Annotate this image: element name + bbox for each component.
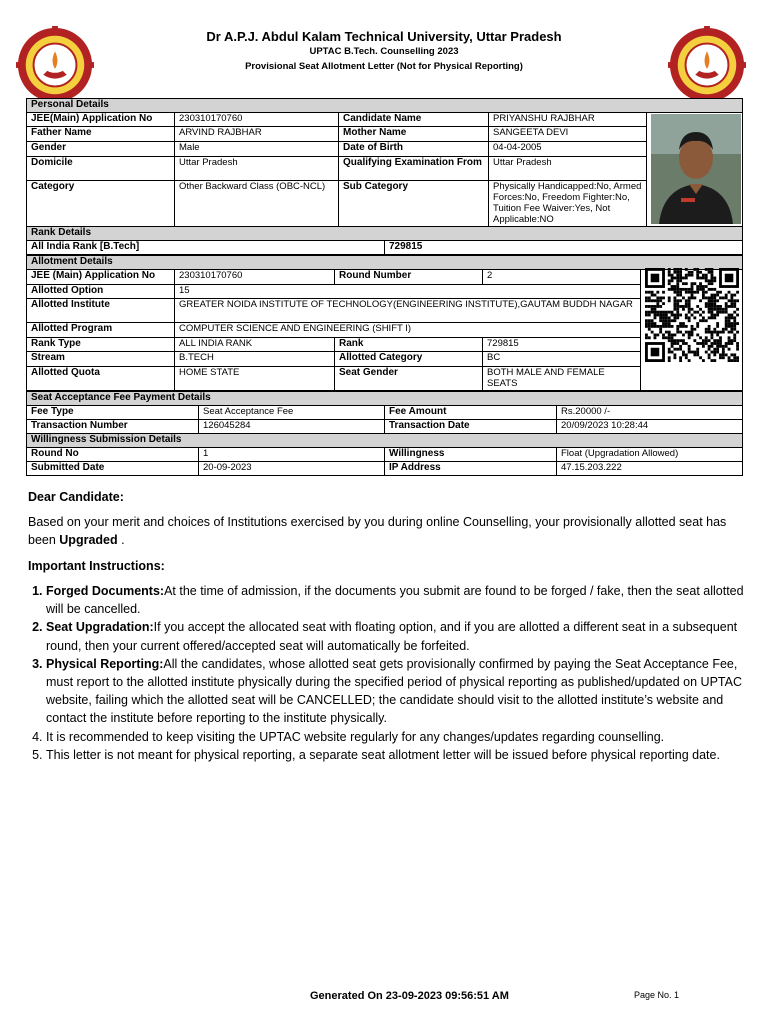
letter-title: Provisional Seat Allotment Letter (Not for Physical Reporting) bbox=[245, 61, 523, 72]
instruction-text: At the time of admission, if the documents you submit are found to be forged / fake, then the seat allotted will be cancelled. bbox=[46, 584, 744, 617]
label-submitted-date: Submitted Date bbox=[27, 462, 199, 476]
value-round-number: 2 bbox=[483, 270, 641, 285]
instruction-item bbox=[46, 618, 760, 654]
value-allotted-option: 15 bbox=[175, 285, 641, 299]
value-category: Other Backward Class (OBC-NCL) bbox=[175, 181, 339, 227]
value-allotted-program: COMPUTER SCIENCE AND ENGINEERING (SHIFT I) bbox=[175, 323, 641, 338]
qr-code bbox=[643, 268, 741, 362]
value-willingness: Float (Upgradation Allowed) bbox=[557, 448, 743, 462]
allotment-paragraph bbox=[28, 513, 742, 549]
paragraph-end: . bbox=[117, 533, 125, 547]
instruction-item bbox=[46, 746, 760, 764]
section-allotment: Allotment Details bbox=[27, 256, 743, 270]
label-seat-gender: Seat Gender bbox=[335, 367, 483, 391]
value-domicile: Uttar Pradesh bbox=[175, 157, 339, 181]
instructions-list bbox=[28, 582, 760, 764]
label-fee-type: Fee Type bbox=[27, 406, 199, 420]
instruction-item bbox=[46, 728, 760, 746]
label-qualifying: Qualifying Examination From bbox=[339, 157, 489, 181]
value-round-no: 1 bbox=[199, 448, 385, 462]
value-allot-jee: 230310170760 bbox=[175, 270, 335, 285]
label-ip-address: IP Address bbox=[385, 462, 557, 476]
section-willingness: Willingness Submission Details bbox=[27, 434, 743, 448]
instruction-title: Physical Reporting: bbox=[46, 656, 164, 671]
university-name: Dr A.P.J. Abdul Kalam Technical University, Uttar Pradesh bbox=[206, 29, 562, 44]
instruction-item bbox=[46, 582, 760, 618]
label-willingness: Willingness bbox=[385, 448, 557, 462]
fee-details-table bbox=[26, 391, 743, 476]
label-domicile: Domicile bbox=[27, 157, 175, 181]
instruction-text: If you accept the allocated seat with floating option, and if you are allotted a different seat in a subsequent round, then your current offered/accepted seat will automatically be forfeited. bbox=[46, 620, 738, 653]
allotment-details-table bbox=[26, 255, 743, 391]
label-air: All India Rank [B.Tech] bbox=[27, 241, 385, 255]
label-transaction-number: Transaction Number bbox=[27, 420, 199, 434]
label-allotted-quota: Allotted Quota bbox=[27, 367, 175, 391]
label-allotted-category: Allotted Category bbox=[335, 352, 483, 367]
label-allotted-program: Allotted Program bbox=[27, 323, 175, 338]
value-rank: 729815 bbox=[483, 338, 641, 352]
value-mother: SANGEETA DEVI bbox=[489, 127, 647, 142]
instruction-text: All the candidates, whose allotted seat gets provisionally confirmed by paying the Seat Acceptance Fee, must report to the allotted institute physically during the specified period of physical reporting as published/updated on UPTAC website, failing which the allotted seat will be CANCELLED; the candidate should visit to the allotted institute’s website and contact the institute before reporting to the institute physically. bbox=[46, 656, 742, 726]
section-rank: Rank Details bbox=[27, 227, 743, 241]
value-allotted-institute: GREATER NOIDA INSTITUTE OF TECHNOLOGY(ENGINEERING INSTITUTE),GAUTAM BUDDH NAGAR bbox=[175, 299, 641, 323]
label-rank-type: Rank Type bbox=[27, 338, 175, 352]
personal-details-table bbox=[26, 98, 743, 227]
label-candidate-name: Candidate Name bbox=[339, 113, 489, 127]
label-category: Category bbox=[27, 181, 175, 227]
label-gender: Gender bbox=[27, 142, 175, 157]
counselling-title: UPTAC B.Tech. Counselling 2023 bbox=[309, 46, 459, 57]
instructions-heading: Important Instructions: bbox=[28, 559, 165, 573]
label-fee-amount: Fee Amount bbox=[385, 406, 557, 420]
section-fee: Seat Acceptance Fee Payment Details bbox=[27, 392, 743, 406]
value-submitted-date: 20-09-2023 bbox=[199, 462, 385, 476]
value-dob: 04-04-2005 bbox=[489, 142, 647, 157]
value-allotted-quota: HOME STATE bbox=[175, 367, 335, 391]
label-father: Father Name bbox=[27, 127, 175, 142]
label-mother: Mother Name bbox=[339, 127, 489, 142]
value-transaction-number: 126045284 bbox=[199, 420, 385, 434]
label-rank: Rank bbox=[335, 338, 483, 352]
section-personal: Personal Details bbox=[27, 99, 743, 113]
value-gender: Male bbox=[175, 142, 339, 157]
value-transaction-date: 20/09/2023 10:28:44 bbox=[557, 420, 743, 434]
label-allotted-option: Allotted Option bbox=[27, 285, 175, 299]
instruction-text: This letter is not meant for physical reporting, a separate seat allotment letter will be issued before physical reporting date. bbox=[46, 747, 720, 762]
value-candidate-name: PRIYANSHU RAJBHAR bbox=[489, 113, 647, 127]
label-dob: Date of Birth bbox=[339, 142, 489, 157]
value-sub-category: Physically Handicapped:No, Armed Forces:No, Freedom Fighter:No, Tuition Fee Waiver:Yes, Not Applicable:NO bbox=[489, 181, 647, 227]
value-seat-gender: BOTH MALE AND FEMALE SEATS bbox=[483, 367, 641, 391]
label-allot-jee: JEE (Main) Application No bbox=[27, 270, 175, 285]
value-air: 729815 bbox=[385, 241, 743, 255]
instruction-item bbox=[46, 655, 760, 728]
label-allotted-institute: Allotted Institute bbox=[27, 299, 175, 323]
label-sub-category: Sub Category bbox=[339, 181, 489, 227]
value-allotted-category: BC bbox=[483, 352, 641, 367]
label-round-no: Round No bbox=[27, 448, 199, 462]
page-number: Page No. 1 bbox=[634, 990, 680, 1000]
allotment-status: Upgraded bbox=[59, 533, 118, 547]
instruction-title: Forged Documents: bbox=[46, 584, 165, 598]
greeting: Dear Candidate: bbox=[28, 490, 124, 504]
instruction-text: It is recommended to keep visiting the UPTAC website regularly for any changes/updates regarding counselling. bbox=[46, 729, 665, 744]
instruction-title: Seat Upgradation: bbox=[46, 620, 154, 635]
label-round-number: Round Number bbox=[335, 270, 483, 285]
value-father: ARVIND RAJBHAR bbox=[175, 127, 339, 142]
value-qualifying: Uttar Pradesh bbox=[489, 157, 647, 181]
value-stream: B.TECH bbox=[175, 352, 335, 367]
value-jee: 230310170760 bbox=[175, 113, 339, 127]
label-stream: Stream bbox=[27, 352, 175, 367]
paragraph-text: Based on your merit and choices of Institutions exercised by you during online Counselling, your provisionally allotted seat has been bbox=[28, 515, 727, 547]
label-transaction-date: Transaction Date bbox=[385, 420, 557, 434]
label-jee: JEE(Main) Application No bbox=[27, 113, 175, 127]
value-rank-type: ALL INDIA RANK bbox=[175, 338, 335, 352]
value-fee-type: Seat Acceptance Fee bbox=[199, 406, 385, 420]
value-ip-address: 47.15.203.222 bbox=[557, 462, 743, 476]
rank-details-table bbox=[26, 226, 743, 255]
generated-timestamp: Generated On 23-09-2023 09:56:51 AM bbox=[310, 990, 509, 1002]
candidate-photo bbox=[651, 114, 741, 224]
value-fee-amount: Rs.20000 /- bbox=[557, 406, 743, 420]
